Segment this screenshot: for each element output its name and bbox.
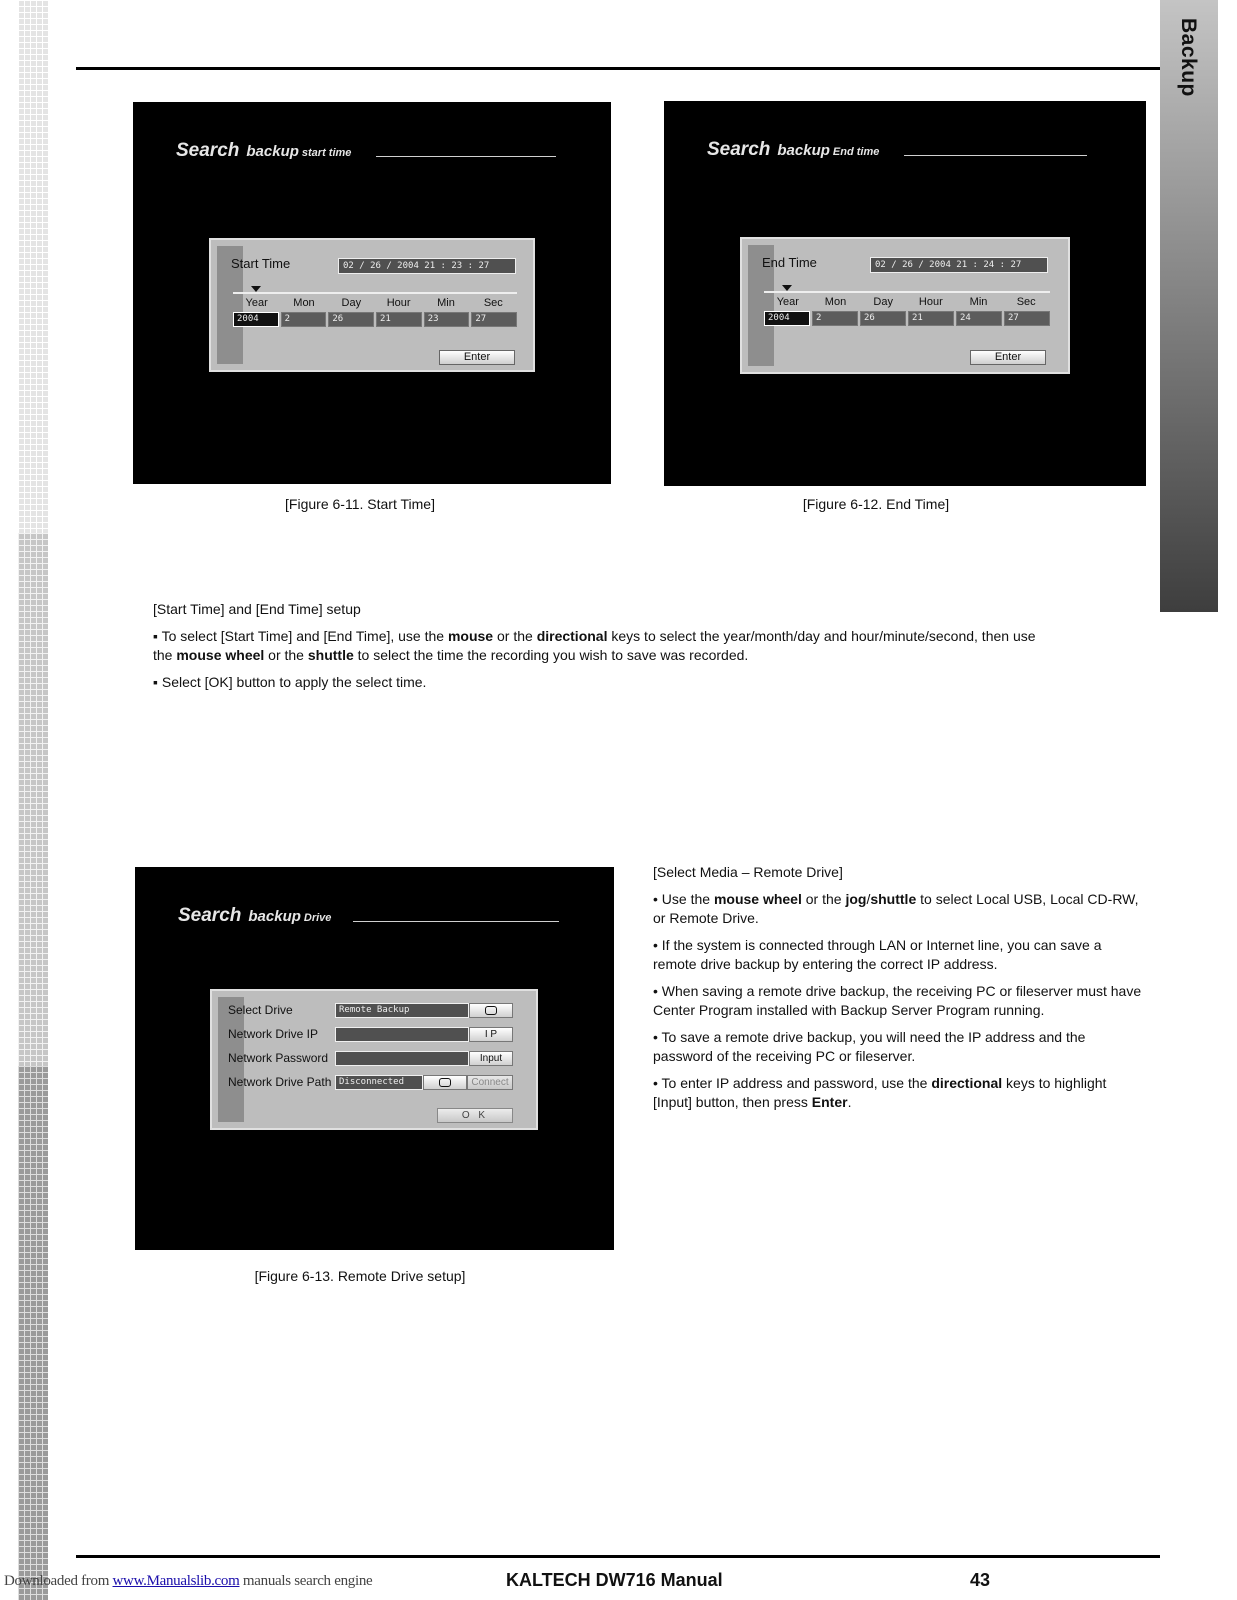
header-mon: Mon (293, 297, 315, 309)
year-field[interactable]: 2004 (233, 312, 279, 327)
select-drive-label: Select Drive (228, 1003, 293, 1017)
left-strip-segment (18, 1066, 48, 1600)
network-drive-ip-label: Network Drive IP (228, 1027, 319, 1041)
header-year: Year (245, 297, 268, 309)
title-backup: backup (248, 908, 301, 925)
end-time-screen (664, 101, 1146, 486)
mouse-icon (439, 1078, 451, 1087)
mouse-icon (485, 1006, 497, 1015)
remote-drive-text (653, 863, 1143, 1120)
section-tab-label: Backup (1177, 18, 1200, 97)
select-drive-button[interactable] (469, 1003, 513, 1018)
start-time-screen (133, 102, 611, 484)
end-time-dialog (740, 237, 1070, 374)
header-sec: Sec (483, 297, 503, 309)
end-time-display: 02 / 26 / 2004 21 : 24 : 27 (870, 257, 1048, 273)
start-time-dialog (209, 238, 535, 372)
header-day: Day (873, 296, 893, 308)
title-sub: End time (832, 146, 880, 158)
screen-title (176, 140, 351, 162)
title-sub: Drive (303, 912, 332, 924)
setup-bullet: ▪ Select [OK] button to apply the select time. (153, 674, 427, 690)
manual-title: KALTECH DW716 Manual (506, 1570, 723, 1590)
left-margin-strip (18, 0, 48, 1600)
network-ip-field[interactable] (335, 1027, 469, 1042)
title-search: Search (178, 905, 242, 926)
minute-field[interactable]: 23 (424, 312, 470, 327)
end-time-label: End Time (762, 255, 817, 270)
time-table-values (233, 312, 517, 327)
header-hour: Hour (386, 297, 411, 309)
hour-field[interactable]: 21 (908, 311, 954, 326)
page-number: 43 (970, 1570, 991, 1590)
network-password-label: Network Password (228, 1051, 329, 1065)
ok-button[interactable]: O K (437, 1108, 513, 1123)
screen-title (178, 905, 331, 927)
month-field[interactable]: 2 (281, 312, 327, 327)
title-backup: backup (777, 142, 830, 159)
second-field[interactable]: 27 (471, 312, 517, 327)
setup-bullet: ▪ To select [Start Time] and [End Time], use the mouse or the directional keys to select the year/month/day and hour/minute/second, then use the mouse wheel or the shuttle to select the time the recording you wish to save was recorded. (153, 628, 1036, 663)
screen-title (707, 139, 879, 161)
title-sub: start time (301, 147, 352, 159)
time-table-values (764, 311, 1050, 326)
figure-caption: [Figure 6-11. Start Time] (285, 496, 435, 512)
footer-rule (76, 1555, 1160, 1558)
remote-heading: [Select Media – Remote Drive] (653, 864, 843, 880)
figure-caption: [Figure 6-13. Remote Drive setup] (254, 1268, 466, 1284)
year-field[interactable]: 2004 (764, 311, 810, 326)
time-table-header (764, 291, 1050, 309)
select-drive-field[interactable]: Remote Backup (335, 1003, 469, 1018)
title-underline (376, 156, 556, 157)
header-year: Year (776, 296, 799, 308)
ip-button[interactable]: I P (469, 1027, 513, 1042)
network-path-field[interactable]: Disconnected (335, 1075, 423, 1090)
header-day: Day (341, 297, 362, 309)
input-button[interactable]: Input (469, 1051, 513, 1066)
figure-caption: [Figure 6-12. End Time] (802, 496, 950, 512)
hour-field[interactable]: 21 (376, 312, 422, 327)
time-table-header (233, 292, 517, 310)
network-password-field[interactable] (335, 1051, 469, 1066)
header-hour: Hour (918, 296, 943, 308)
title-underline (353, 921, 559, 922)
network-drive-path-label: Network Drive Path (228, 1075, 332, 1089)
remote-bullet: • Use the mouse wheel or the jog/shuttle to select Local USB, Local CD-RW, or Remote Drive. (653, 891, 1139, 926)
enter-button[interactable]: Enter (970, 350, 1046, 365)
download-notice: Downloaded from www.Manualslib.com manuals search engine (4, 1573, 373, 1589)
start-time-display: 02 / 26 / 2004 21 : 23 : 27 (338, 258, 516, 274)
enter-button[interactable]: Enter (439, 350, 515, 365)
time-setup-text (153, 600, 1053, 700)
month-field[interactable]: 2 (812, 311, 858, 326)
path-browse-button[interactable] (423, 1075, 467, 1090)
remote-bullet: • If the system is connected through LAN or Internet line, you can save a remote drive backup by entering the correct IP address. (653, 937, 1102, 972)
second-field[interactable]: 27 (1004, 311, 1050, 326)
start-time-label: Start Time (231, 256, 291, 271)
remote-bullet: • To enter IP address and password, use the directional keys to highlight [Input] button, then press Enter. (653, 1075, 1107, 1110)
header-min: Min (969, 296, 988, 308)
header-rule (76, 67, 1160, 70)
remote-bullet: • To save a remote drive backup, you will need the IP address and the password of the receiving PC or fileserver. (653, 1029, 1086, 1064)
title-search: Search (707, 139, 771, 160)
header-min: Min (437, 297, 455, 309)
manualslib-link[interactable]: www.Manualslib.com (112, 1573, 240, 1589)
title-underline (904, 155, 1087, 156)
left-strip-segment (18, 533, 48, 1066)
remote-drive-screen (135, 867, 614, 1250)
day-field[interactable]: 26 (860, 311, 906, 326)
setup-heading: [Start Time] and [End Time] setup (153, 601, 361, 617)
minute-field[interactable]: 24 (956, 311, 1002, 326)
header-sec: Sec (1016, 296, 1036, 308)
day-field[interactable]: 26 (328, 312, 374, 327)
title-backup: backup (246, 143, 299, 160)
remote-drive-dialog (210, 989, 538, 1130)
remote-bullet: • When saving a remote drive backup, the receiving PC or fileserver must have Center Program installed with Backup Server Program running. (653, 983, 1142, 1018)
title-search: Search (176, 140, 240, 161)
connect-button[interactable]: Connect (467, 1075, 513, 1090)
header-mon: Mon (824, 296, 847, 308)
